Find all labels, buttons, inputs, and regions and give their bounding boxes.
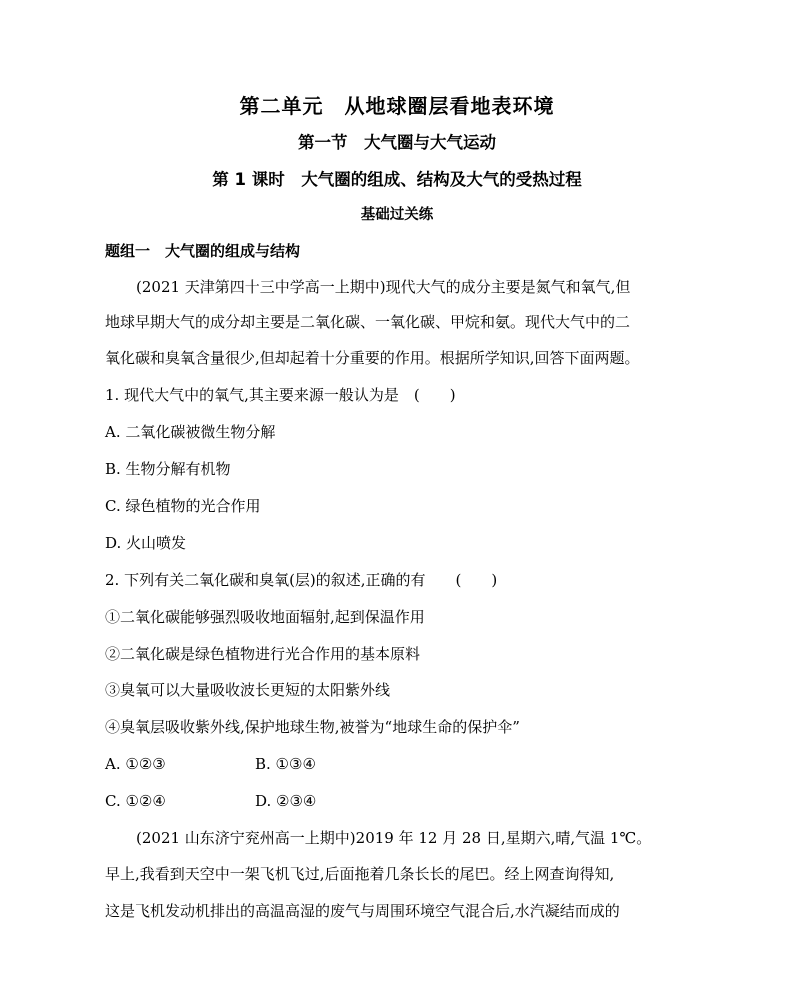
question1-stem: 1. 现代大气中的氧气,其主要来源一般认为是 ( ) [105, 386, 456, 404]
passage1-line2: 地球早期大气的成分却主要是二氧化碳、一氧化碳、甲烷和氨。现代大气中的二 [105, 313, 631, 331]
question1-option-d: D. 火山喷发 [105, 534, 187, 552]
unit-title: 第二单元 从地球圈层看地表环境 [239, 94, 555, 118]
passage2-line1: (2021 山东济宁兖州高一上期中)2019 年 12 月 28 日,星期六,晴,气温 1℃。 [136, 829, 652, 847]
lesson-title: 第 1 课时 大气圈的组成、结构及大气的受热过程 [212, 170, 582, 189]
question2-statement-3: ③臭氧可以大量吸收波长更短的太阳紫外线 [105, 681, 391, 699]
practice-title: 基础过关练 [360, 207, 434, 223]
passage2-line3: 这是飞机发动机排出的高温高湿的废气与周围环境空气混合后,水汽凝结而成的 [105, 902, 620, 920]
question2-option-d: D. ②③④ [255, 792, 317, 810]
question1-option-c: C. 绿色植物的光合作用 [105, 497, 261, 515]
passage1-line3: 氧化碳和臭氧含量很少,但却起着十分重要的作用。根据所学知识,回答下面两题。 [105, 349, 640, 367]
passage2-line2: 早上,我看到天空中一架飞机飞过,后面拖着几条长长的尾巴。经上网查询得知, [105, 865, 615, 883]
question2-statement-2: ②二氧化碳是绿色植物进行光合作用的基本原料 [105, 645, 421, 663]
question2-stem: 2. 下列有关二氧化碳和臭氧(层)的叙述,正确的有 ( ) [105, 571, 498, 589]
question2-option-c: C. ①②④ [105, 792, 166, 810]
question2-statement-4: ④臭氧层吸收紫外线,保护地球生物,被誉为“地球生命的保护伞” [105, 718, 520, 736]
question2-option-b: B. ①③④ [255, 755, 316, 773]
question2-statement-1: ①二氧化碳能够强烈吸收地面辐射,起到保温作用 [105, 608, 425, 626]
section-title: 第一节 大气圈与大气运动 [298, 133, 496, 152]
question-group-heading: 题组一 大气圈的组成与结构 [105, 242, 301, 260]
question1-option-b: B. 生物分解有机物 [105, 460, 231, 478]
question2-option-a: A. ①②③ [105, 755, 166, 773]
passage1-line1: (2021 天津第四十三中学高一上期中)现代大气的成分主要是氮气和氧气,但 [136, 278, 631, 296]
question1-option-a: A. 二氧化碳被微生物分解 [105, 423, 276, 441]
